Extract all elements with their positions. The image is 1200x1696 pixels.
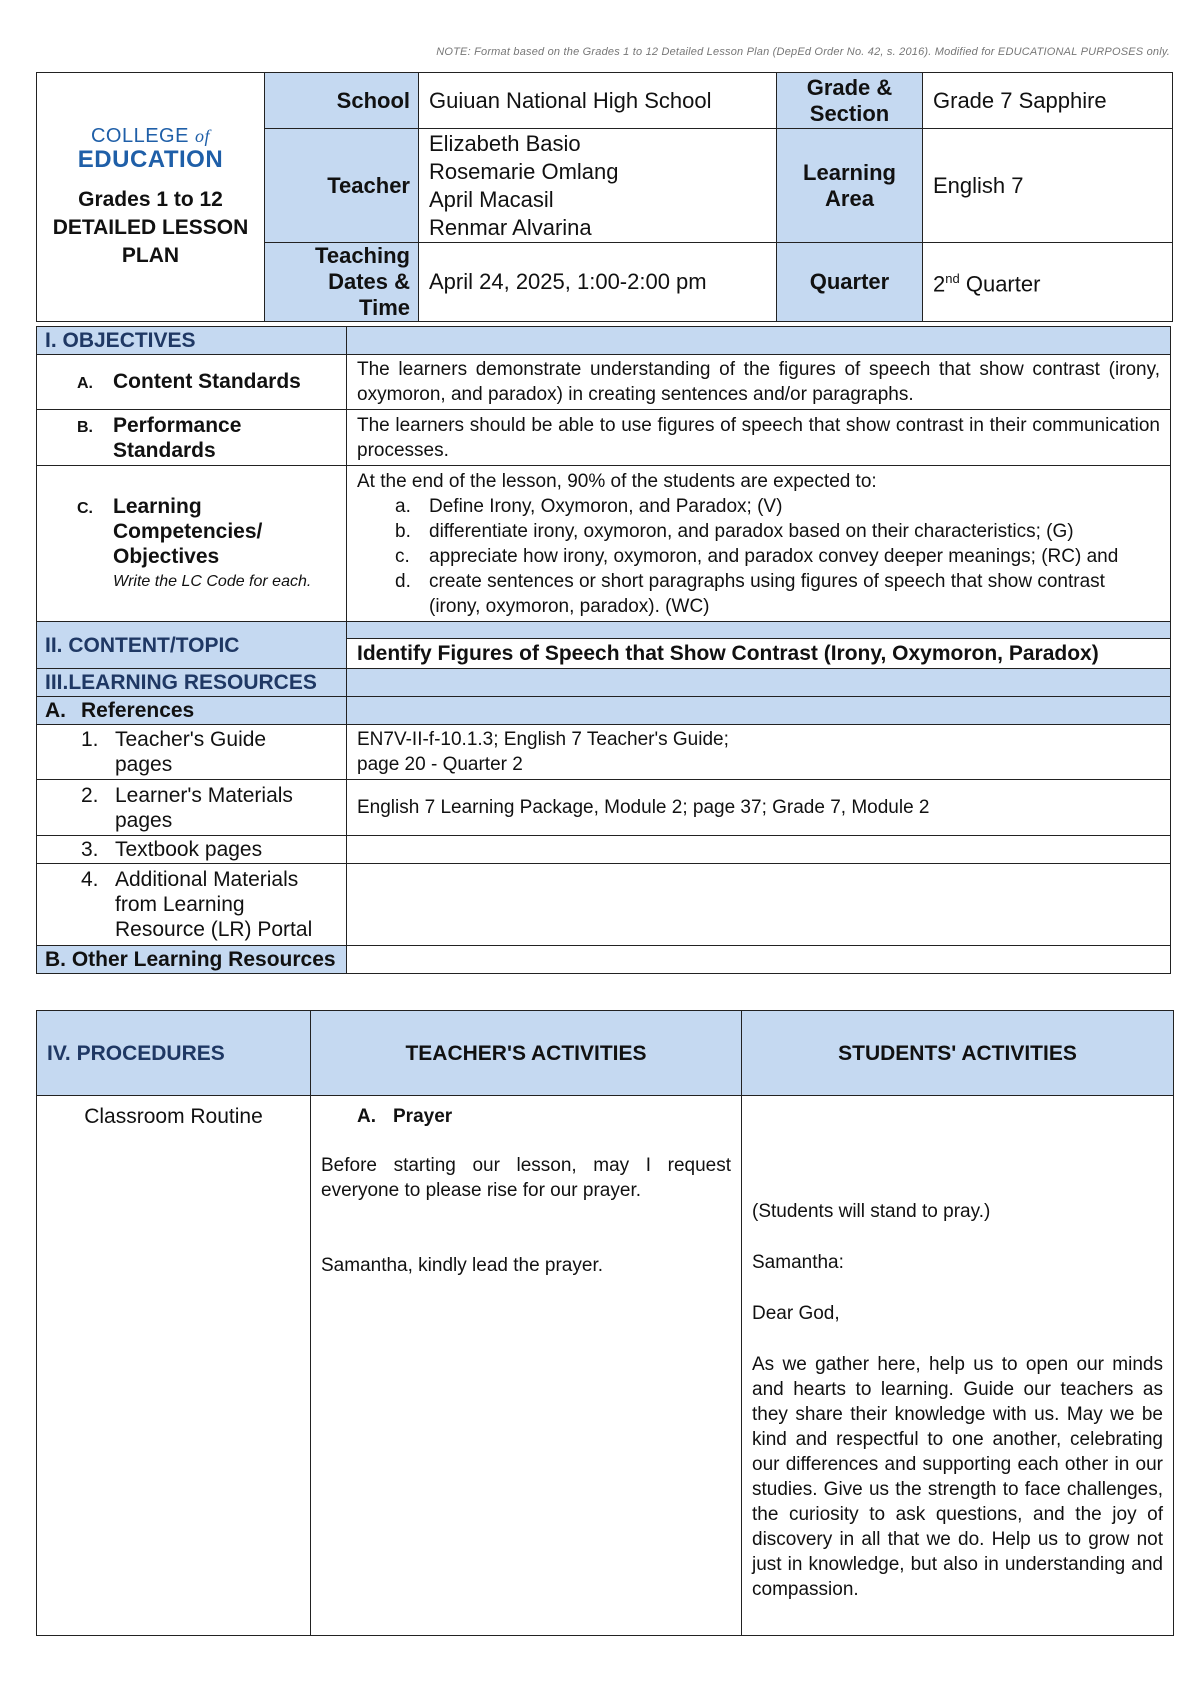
teacher-name: Elizabeth Basio <box>429 130 581 156</box>
content-topic-value: Identify Figures of Speech that Show Contrast (Irony, Oxymoron, Paradox) <box>347 622 1171 669</box>
references-heading: A. References <box>37 697 347 725</box>
lesson-header-table <box>36 72 1173 322</box>
objectives-heading-blank <box>347 327 1171 355</box>
teacher-label: Teacher <box>265 129 419 243</box>
teacher-name: April Macasil <box>429 186 554 212</box>
procedures-table <box>36 1010 1174 1636</box>
student-activities-header: STUDENTS' ACTIVITIES <box>742 1011 1174 1096</box>
teacher-text: Before starting our lesson, may I request everyone to please rise for our prayer. <box>321 1155 731 1201</box>
teachers-guide-value: EN7V-II-f-10.1.3; English 7 Teacher's Guide; page 20 - Quarter 2 <box>347 725 1171 780</box>
student-text: (Students will stand to pray.) <box>752 1201 991 1222</box>
college-of-education-logo: COLLEGE of <box>90 124 211 147</box>
learners-materials-value: English 7 Learning Package, Module 2; page 37; Grade 7, Module 2 <box>347 780 1171 836</box>
student-text: Dear God, <box>752 1303 840 1324</box>
performance-standards-text: The learners should be able to use figures of speech that show contrast in their communication processes. <box>347 410 1171 466</box>
learning-area-value: English 7 <box>923 129 1173 243</box>
objective-item: a. Define Irony, Oxymoron, and Paradox; (V) <box>395 495 783 517</box>
procedures-column-header: IV. PROCEDURES <box>37 1011 311 1096</box>
prayer-text: As we gather here, help us to open our minds and hearts to learning. Guide our teachers as they share their knowledge with us. May we be kind and respectful to one another, celebrating our differences and supporting each other in our studies. Give us the strength to face challenges, the curiosity to ask questions, and the joy of discovery in all that we do. Help us to grow not just in knowledge, but also in understanding and compassion. <box>752 1354 1163 1600</box>
quarter-label: Quarter <box>777 243 923 322</box>
grade-section-value: Grade 7 Sapphire <box>923 73 1173 129</box>
lc-code-note: Write the LC Code for each. <box>113 572 312 590</box>
teachers-guide-label: 1. Teacher's Guide pages <box>37 725 347 780</box>
references-blank <box>347 697 1171 725</box>
objective-item: b. differentiate irony, oxymoron, and paradox based on their characteristics; (G) <box>395 520 1074 542</box>
classroom-routine-label: Classroom Routine <box>37 1096 311 1636</box>
quarter-value: 2nd Quarter <box>923 243 1173 322</box>
objectives-intro: At the end of the lesson, 90% of the students are expected to: <box>357 470 877 492</box>
teacher-text: Samantha, kindly lead the prayer. <box>321 1255 604 1276</box>
logo-main-text: EDUCATION <box>77 145 224 173</box>
learning-area-label: Learning Area <box>777 129 923 243</box>
learning-resources-blank <box>347 669 1171 697</box>
student-text: Samantha: <box>752 1252 844 1273</box>
teacher-list <box>419 129 777 243</box>
performance-standards-label: B. Performance Standards <box>37 410 347 466</box>
logo-cell <box>37 73 265 322</box>
objectives-resources-table <box>36 326 1171 974</box>
additional-materials-value <box>347 864 1171 946</box>
student-activities-cell <box>742 1096 1174 1636</box>
additional-materials-label: 4. Additional Materials from Learning Resource (LR) Portal <box>37 864 347 946</box>
teacher-name: Rosemarie Omlang <box>429 158 619 184</box>
learning-objectives-list <box>347 466 1171 622</box>
textbook-pages-value <box>347 836 1171 864</box>
prayer-subheading: A. Prayer <box>357 1106 453 1127</box>
school-label: School <box>265 73 419 129</box>
other-resources-heading: B. Other Learning Resources <box>37 946 347 974</box>
dates-label: Teaching Dates & Time <box>265 243 419 322</box>
plan-title: Grades 1 to 12 DETAILED LESSON PLAN <box>52 187 249 267</box>
content-standards-label: A. Content Standards <box>37 355 347 410</box>
learning-resources-heading: III.LEARNING RESOURCES <box>37 669 347 697</box>
content-standards-text: The learners demonstrate understanding of the figures of speech that show contrast (irony, oxymoron, and paradox) in creating sentences and/or paragraphs. <box>347 355 1171 410</box>
school-value: Guiuan National High School <box>419 73 777 129</box>
objectives-heading: I. OBJECTIVES <box>37 327 347 355</box>
teacher-activities-header: TEACHER'S ACTIVITIES <box>311 1011 742 1096</box>
learning-competencies-label: C. Learning Competencies/ Objectives Write the LC Code for each. <box>37 466 347 622</box>
other-resources-value <box>347 946 1171 974</box>
objective-item: d. create sentences or short paragraphs using figures of speech that show contrast (irony, oxymoron, paradox). (WC) <box>395 570 1105 617</box>
teacher-name: Renmar Alvarina <box>429 214 592 240</box>
content-topic-heading: II. CONTENT/TOPIC <box>37 622 347 669</box>
grade-section-label: Grade & Section <box>777 73 923 129</box>
format-note: NOTE: Format based on the Grades 1 to 12 Detailed Lesson Plan (DepEd Order No. 42, s. 2016). Modified for EDUCATIONAL PURPOSES only. <box>436 46 1170 58</box>
learners-materials-label: 2. Learner's Materials pages <box>37 780 347 836</box>
textbook-pages-label: 3. Textbook pages <box>37 836 347 864</box>
dates-value: April 24, 2025, 1:00-2:00 pm <box>419 243 777 322</box>
teacher-activities-cell <box>311 1096 742 1636</box>
objective-item: c. appreciate how irony, oxymoron, and paradox convey deeper meanings; (RC) and <box>395 545 1119 567</box>
